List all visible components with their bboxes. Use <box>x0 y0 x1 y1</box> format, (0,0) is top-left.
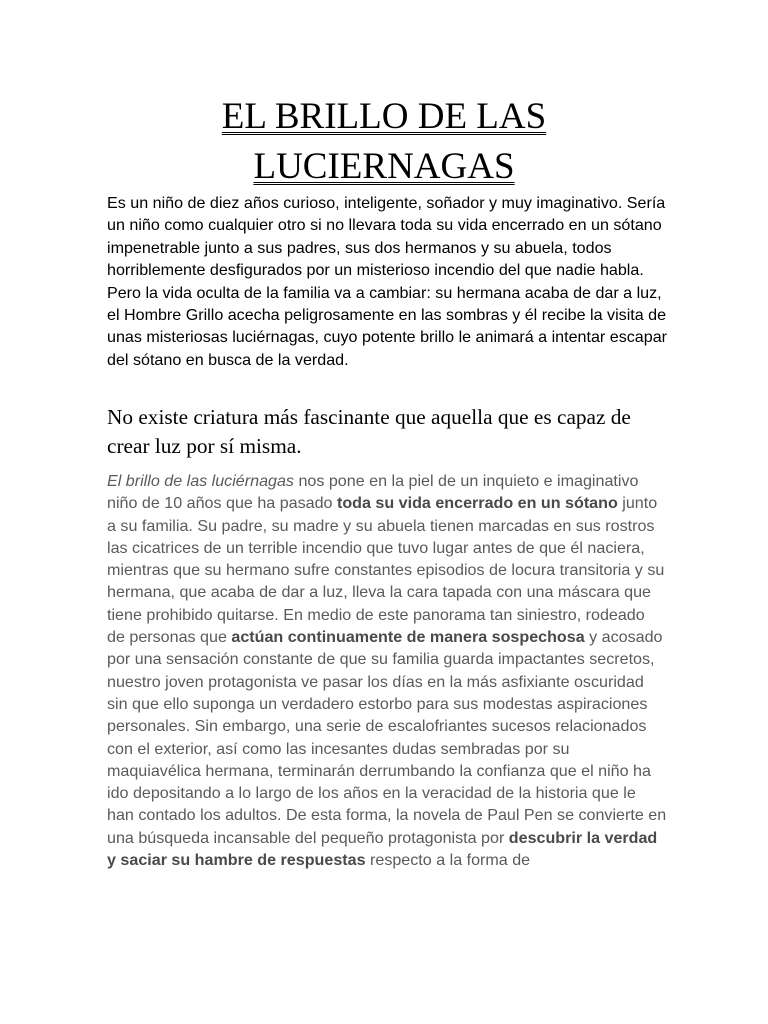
document-title <box>0 92 768 192</box>
review-text-2: junto a su familia. Su padre, su madre y su abuela tienen marcadas en sus rostros las cicatrices de un terrible incendio que tuvo lugar antes de que él naciera, mientras que su hermano sufre constantes episodios de locura transitoria y su hermana, que acaba de dar a luz, lleva la cara tapada con una máscara que tiene prohibido quitarse. En medio de este panorama tan siniestro, rodeado de personas que <box>107 494 665 647</box>
review-paragraph <box>107 470 667 871</box>
synopsis-paragraph: Es un niño de diez años curioso, inteligente, soñador y muy imaginativo. Sería un niño como cualquier otro si no llevara toda su vida encerrado en un sótano impenetrable junto a sus padres, sus dos hermanos y su abuela, todos horriblemente desfigurados por un misterioso incendio del que nadie habla. Pero la vida oculta de la familia va a cambiar: su hermana acaba de dar a luz, el Hombre Grillo acecha peligrosamente en las sombras y él recibe la visita de unas misteriosas luciérnagas, cuyo potente brillo le animará a intentar escapar del sótano en busca de la verdad. <box>107 194 668 369</box>
review-bold-3: descubrir la verdad y saciar su hambre de respuestas <box>107 828 658 870</box>
review-text-1: nos pone en la piel de un inquieto e imaginativo niño de 10 años que ha pasado <box>107 472 639 513</box>
title-line-1: EL BRILLO DE LAS <box>221 96 547 137</box>
title-line-2: LUCIERNAGAS <box>253 146 515 187</box>
review-text-4: respecto a la forma de <box>365 851 531 870</box>
quote-paragraph: No existe criatura más fascinante que aquella que es capaz de crear luz por sí misma. <box>107 405 631 458</box>
review-bold-1: toda su vida encerrado en un sótano <box>336 494 618 513</box>
review-bold-2: actúan continuamente de manera sospechosa <box>231 628 585 647</box>
review-book-title: El brillo de las luciérnagas <box>107 472 294 490</box>
review-text-3: y acosado por una sensación constante de que su familia guarda impactantes secretos, nuestro joven protagonista ve pasar los días en la más asfixiante oscuridad sin que ello suponga un verdadero estorbo para sus modestas aspiraciones personales. Sin embargo, una serie de escalofriantes sucesos relacionados con el exterior, así como las incesantes dudas sembradas por su maquiavélica hermana, terminarán derrumbando la confianza que el niño ha ido depositando a lo largo de los años en la veracidad de la historia que le han contado los adultos. De esta forma, la novela de Paul Pen se convierte en una búsqueda incansable del pequeño protagonista por <box>107 628 667 847</box>
